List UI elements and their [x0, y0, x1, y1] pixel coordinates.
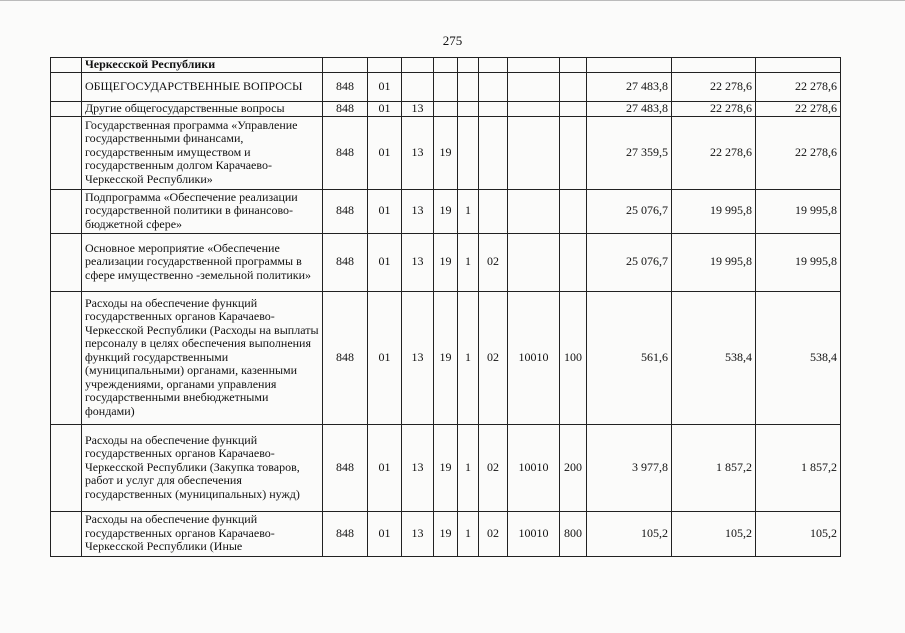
event-code — [479, 101, 508, 116]
expense-type-code — [560, 116, 587, 189]
ved-code: 848 — [323, 233, 368, 291]
amount-year-2: 19 995,8 — [672, 233, 756, 291]
section-code: 01 — [368, 72, 402, 101]
expense-direction-code — [508, 233, 560, 291]
amount-year-3: 22 278,6 — [756, 101, 841, 116]
amount-year-1 — [587, 58, 672, 73]
item-name: Расходы на обеспечение функций государственных органов Карачаево-Черкесской Республики (Закупка товаров, работ и услуг для обеспечения государственных (муниципальных) нужд) — [82, 424, 323, 511]
expense-type-code — [560, 233, 587, 291]
subsection-code: 13 — [402, 116, 434, 189]
amount-year-2: 1 857,2 — [672, 424, 756, 511]
amount-year-2: 19 995,8 — [672, 189, 756, 233]
row-marker-cell — [51, 58, 82, 73]
top-scan-edge — [0, 0, 905, 1]
ved-code: 848 — [323, 189, 368, 233]
subprogram-code: 1 — [458, 424, 479, 511]
program-code — [434, 58, 458, 73]
subprogram-code: 1 — [458, 189, 479, 233]
amount-year-3: 19 995,8 — [756, 189, 841, 233]
section-code: 01 — [368, 116, 402, 189]
table-row — [51, 116, 841, 189]
event-code: 02 — [479, 511, 508, 556]
section-code: 01 — [368, 291, 402, 424]
subsection-code: 13 — [402, 101, 434, 116]
row-marker-cell — [51, 189, 82, 233]
expense-direction-code — [508, 189, 560, 233]
budget-table — [50, 57, 841, 557]
table-row — [51, 511, 841, 556]
expense-direction-code — [508, 58, 560, 73]
item-name: Расходы на обеспечение функций государственных органов Карачаево-Черкесской Республики (Расходы на выплаты персоналу в целях обеспечения выполнения функций государственными (муниципальными) органами, казенными учреждениями, органами управления государственными внебюджетными фондами) — [82, 291, 323, 424]
program-code — [434, 72, 458, 101]
expense-direction-code — [508, 116, 560, 189]
subprogram-code: 1 — [458, 291, 479, 424]
amount-year-1: 25 076,7 — [587, 233, 672, 291]
subsection-code: 13 — [402, 511, 434, 556]
expense-direction-code: 10010 — [508, 424, 560, 511]
table-row — [51, 233, 841, 291]
row-marker-cell — [51, 72, 82, 101]
program-code: 19 — [434, 511, 458, 556]
amount-year-1: 25 076,7 — [587, 189, 672, 233]
subsection-code — [402, 72, 434, 101]
table-row — [51, 189, 841, 233]
item-name: Черкесской Республики — [82, 58, 323, 73]
expense-type-code: 100 — [560, 291, 587, 424]
amount-year-2: 105,2 — [672, 511, 756, 556]
subprogram-code — [458, 101, 479, 116]
event-code — [479, 116, 508, 189]
expense-direction-code: 10010 — [508, 511, 560, 556]
program-code: 19 — [434, 189, 458, 233]
amount-year-3: 22 278,6 — [756, 72, 841, 101]
amount-year-2: 22 278,6 — [672, 72, 756, 101]
ved-code: 848 — [323, 424, 368, 511]
ved-code: 848 — [323, 72, 368, 101]
amount-year-1: 27 359,5 — [587, 116, 672, 189]
row-marker-cell — [51, 291, 82, 424]
amount-year-1: 561,6 — [587, 291, 672, 424]
row-marker-cell — [51, 101, 82, 116]
event-code: 02 — [479, 233, 508, 291]
event-code: 02 — [479, 291, 508, 424]
expense-type-code: 800 — [560, 511, 587, 556]
amount-year-3 — [756, 58, 841, 73]
table-row — [51, 291, 841, 424]
program-code: 19 — [434, 424, 458, 511]
subprogram-code: 1 — [458, 511, 479, 556]
subsection-code: 13 — [402, 291, 434, 424]
row-marker-cell — [51, 511, 82, 556]
amount-year-1: 27 483,8 — [587, 72, 672, 101]
expense-direction-code: 10010 — [508, 291, 560, 424]
amount-year-3: 1 857,2 — [756, 424, 841, 511]
section-code: 01 — [368, 189, 402, 233]
expense-type-code — [560, 58, 587, 73]
amount-year-3: 19 995,8 — [756, 233, 841, 291]
amount-year-3: 105,2 — [756, 511, 841, 556]
event-code: 02 — [479, 424, 508, 511]
table-row — [51, 58, 841, 73]
ved-code: 848 — [323, 291, 368, 424]
event-code — [479, 58, 508, 73]
page-number: 275 — [442, 33, 463, 48]
table-row — [51, 101, 841, 116]
amount-year-3: 22 278,6 — [756, 116, 841, 189]
expense-type-code — [560, 101, 587, 116]
program-code: 19 — [434, 233, 458, 291]
subsection-code: 13 — [402, 424, 434, 511]
item-name: Подпрограмма «Обеспечение реализации государственной политики в финансово-бюджетной сфере» — [82, 189, 323, 233]
subprogram-code: 1 — [458, 233, 479, 291]
row-marker-cell — [51, 424, 82, 511]
subsection-code — [402, 58, 434, 73]
subsection-code: 13 — [402, 233, 434, 291]
item-name: Расходы на обеспечение функций государственных органов Карачаево-Черкесской Республики (Иные — [82, 511, 323, 556]
amount-year-2: 22 278,6 — [672, 101, 756, 116]
section-code: 01 — [368, 101, 402, 116]
program-code: 19 — [434, 291, 458, 424]
row-marker-cell — [51, 116, 82, 189]
section-code: 01 — [368, 511, 402, 556]
expense-direction-code — [508, 72, 560, 101]
subsection-code: 13 — [402, 189, 434, 233]
amount-year-2: 538,4 — [672, 291, 756, 424]
section-code — [368, 58, 402, 73]
row-marker-cell — [51, 233, 82, 291]
amount-year-3: 538,4 — [756, 291, 841, 424]
ved-code — [323, 58, 368, 73]
event-code — [479, 189, 508, 233]
section-code: 01 — [368, 233, 402, 291]
table-row — [51, 424, 841, 511]
item-name: ОБЩЕГОСУДАРСТВЕННЫЕ ВОПРОСЫ — [82, 72, 323, 101]
ved-code: 848 — [323, 116, 368, 189]
item-name: Другие общегосударственные вопросы — [82, 101, 323, 116]
table-row — [51, 72, 841, 101]
amount-year-2 — [672, 58, 756, 73]
subprogram-code — [458, 58, 479, 73]
item-name: Основное мероприятие «Обеспечение реализации государственной программы в сфере имущественно -земельной политики» — [82, 233, 323, 291]
expense-type-code: 200 — [560, 424, 587, 511]
ved-code: 848 — [323, 511, 368, 556]
expense-direction-code — [508, 101, 560, 116]
expense-type-code — [560, 72, 587, 101]
subprogram-code — [458, 72, 479, 101]
amount-year-2: 22 278,6 — [672, 116, 756, 189]
program-code: 19 — [434, 116, 458, 189]
program-code — [434, 101, 458, 116]
amount-year-1: 27 483,8 — [587, 101, 672, 116]
expense-type-code — [560, 189, 587, 233]
amount-year-1: 3 977,8 — [587, 424, 672, 511]
amount-year-1: 105,2 — [587, 511, 672, 556]
event-code — [479, 72, 508, 101]
subprogram-code — [458, 116, 479, 189]
section-code: 01 — [368, 424, 402, 511]
ved-code: 848 — [323, 101, 368, 116]
item-name: Государственная программа «Управление государственными финансами, государственным имуществом и государственным долгом Карачаево-Черкесской Республики» — [82, 116, 323, 189]
